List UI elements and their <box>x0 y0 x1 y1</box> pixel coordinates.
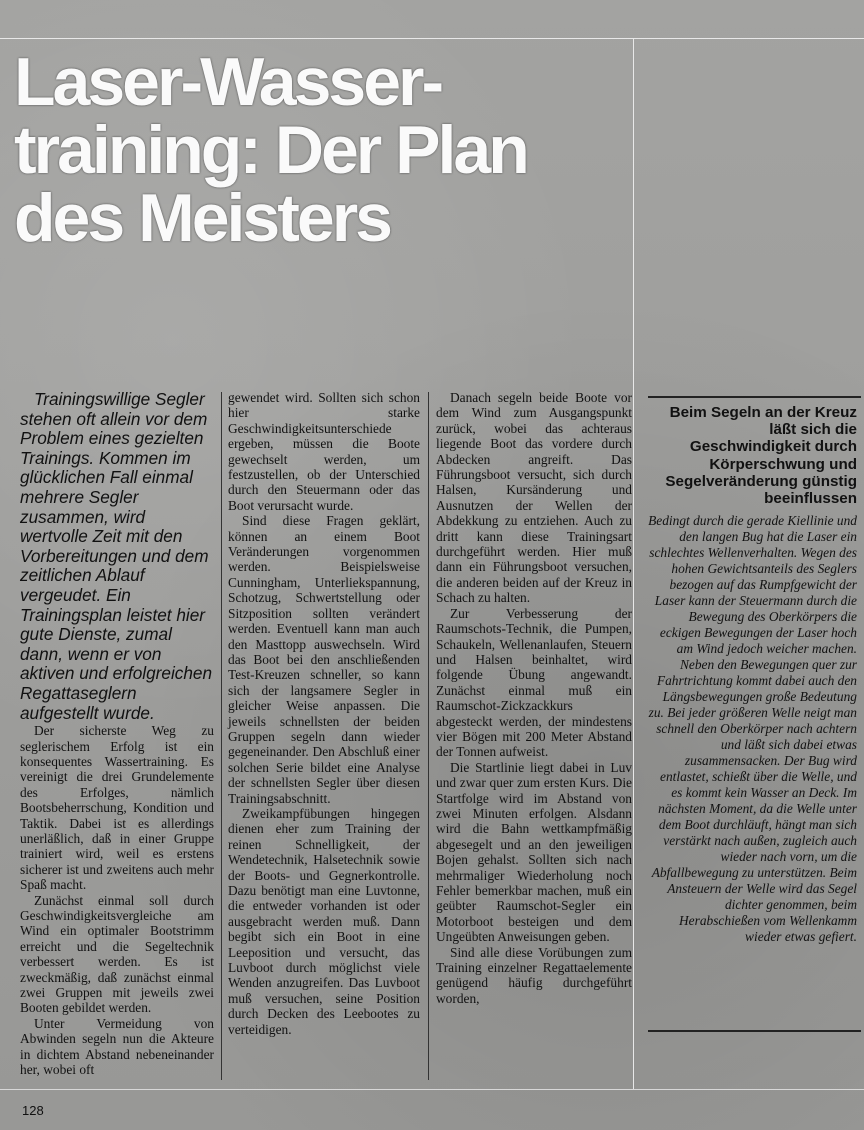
sidebar-divider <box>633 38 634 1089</box>
column-2 <box>228 390 420 1037</box>
paragraph: Sind alle diese Vorübungen zum Training einzelner Regattaelemente genügend häufig durchgeführt worden, <box>436 944 632 1006</box>
sidebar-title: Beim Segeln an der Kreuz läßt sich die Geschwindigkeit durch Körperschwung und Segelveränderung günstig beeinflussen <box>665 404 857 508</box>
headline: Laser-Wasser-training: Der Plan des Meisters <box>14 44 527 256</box>
column-1 <box>20 390 214 1077</box>
column-rule <box>221 392 222 1080</box>
paragraph: Zunächst einmal soll durch Geschwindigkeitsvergleiche am Wind ein optimaler Bootstrimm erreicht und die Segeltechnik verbessert werden. Es ist zweckmäßig, daß zunächst einmal zwei Gruppen mit jeweils zwei Booten gebildet werden. <box>20 892 214 1016</box>
paragraph: Die Startlinie liegt dabei in Luv und zwar quer zum ersten Kurs. Die Startfolge wird im Abstand von zwei Minuten erfolgen. Alsdann wird die Bahn wettkampfmäßig abgesegelt und an den jeweiligen Bojen gehalst. Sollten sich nach mehrmaliger Wiederholung noch Fehler bemerkbar machen, muß ein geübter Raumschot-Segler ein Motorboot besteigen und dem Ungeübten Anweisungen geben. <box>436 759 632 945</box>
bottom-rule <box>0 1089 864 1090</box>
paragraph: Zweikampfübungen hingegen dienen eher zum Training der reinen Schnelligkeit, der Wendetechnik, Halsetechnik sowie der Boots- und Gegnerkontrolle. Dazu benötigt man eine Luvtonne, die entweder vorhanden ist oder ausgebracht werden muß. Dann begibt sich ein Boot in eine Leeposition und versucht, das Luvboot durch möglichst viele Wenden anzugreifen. Das Luvboot muß versuchen, seine Position durch Decken des Leebootes zu verteidigen. <box>228 805 420 1037</box>
sidebar-box <box>648 396 861 1032</box>
paragraph: Zur Verbesserung der Raumschots-Technik, die Pumpen, Schaukeln, Wellenanlaufen, Steuern und Halsen beinhaltet, wird folgende Übung angewandt. Zunächst einmal muß ein Raumschot-Zickzackkurs abgesteckt werden, der mindestens vier Bögen mit 200 Meter Abstand der Tonnen aufweist. <box>436 605 632 760</box>
column-3 <box>436 390 632 1006</box>
paragraph: gewendet wird. Sollten sich schon hier starke Geschwindigkeitsunterschiede ergeben, müssen die Boote gewechselt werden, um festzustellen, ob der Unterschied durch den Steuermann oder das Boot verursacht wurde. <box>228 390 420 513</box>
paragraph: Sind diese Fragen geklärt, können an einem Boot Veränderungen vorgenommen werden. Beispielsweise Cunningham, Unterliekspannung, Schotzug, Schwertstellung oder Sitzposition sollten verändert werden. Eventuell kann man auch den Masttopp auswechseln. Wird das Boot bei den anschließenden Test-Kreuzen schneller, so kann sich der langsamere Segler in gleicher Weise anpassen. Die jeweils schnellsten der beiden Gruppen segeln dann wieder gegeneinander. Den Abschluß einer solchen Serie bildet eine Analyse der schnellsten Segler über diesen Trainingsabschnitt. <box>228 513 420 806</box>
paragraph: Der sicherste Weg zu seglerischem Erfolg ist ein konsequentes Wassertraining. Es vereinigt die drei Grundelemente des Erfolges, nämlich Bootsbeherrschung, Kondition und Taktik. Dabei ist es allerdings unerläßlich, daß in einer Gruppe trainiert wird, weil es erstens sicherer ist und zweitens auch mehr Spaß macht. <box>20 723 214 893</box>
column-rule <box>428 392 429 1080</box>
sidebar-text: Bedingt durch die gerade Kiellinie und den langen Bug hat die Laser ein schlechtes Wellenverhalten. Wegen des hohen Gewichtsanteils des Seglers bezogen auf das Rumpfgewicht der Laser kann der Steuermann durch die Bewegung des Oberkörpers die eckigen Bewegungen der Laser hoch am Wind jedoch weicher machen. Neben den Bewegungen quer zur Fahrtrichtung kommt dabei auch den Längsbewegungen große Bedeutung zu. Bei jeder größeren Welle neigt man schnell den Oberkörper nach achtern und läßt sich dabei etwas zusammensacken. Der Bug wird entlastet, schießt über die Welle, und es kommt kein Wasser an Deck. Im nächsten Moment, da die Welle unter dem Boot durchläuft, hängt man sich verstärkt nach außen, zugleich auch wieder nach vorn, um die Abfallbewegung zu unterstützen. Beim Ansteuern der Welle wird das Segel dichter genommen, beim Herabschießen vom Wellenkamm wieder etwas gefiert. <box>648 513 857 945</box>
top-rule <box>0 38 864 39</box>
page-number: 128 <box>22 1103 44 1118</box>
paragraph: Danach segeln beide Boote vor dem Wind zum Ausgangspunkt zurück, wobei das achteraus liegende Boot das vordere durch Abdecken angreift. Das Führungsboot versucht, sich durch Halsen, Kursänderung und Ausnutzen der Wellen der Abdekkung zu entziehen. Auch zu dritt kann diese Trainingsart durchgeführt werden. Hier muß dann ein Führungsboot versuchen, die anderen beiden auf der Kreuz in Schach zu halten. <box>436 390 632 606</box>
intro-text: Trainingswillige Segler stehen oft allein vor dem Problem eines gezielten Trainings. Kommen im glücklichen Fall einmal mehrere Segler zusammen, wird wertvolle Zeit mit den Vorbereitungen und dem zeitlichen Ablauf vergeudet. Ein Trainingsplan leistet hier gute Dienste, zumal dann, wenn er von aktiven und erfolgreichen Regattaseglern aufgestellt wurde. <box>20 389 213 723</box>
paragraph: Unter Vermeidung von Abwinden segeln nun die Akteure in dichtem Abstand nebeneinander her, wobei oft <box>20 1015 214 1078</box>
